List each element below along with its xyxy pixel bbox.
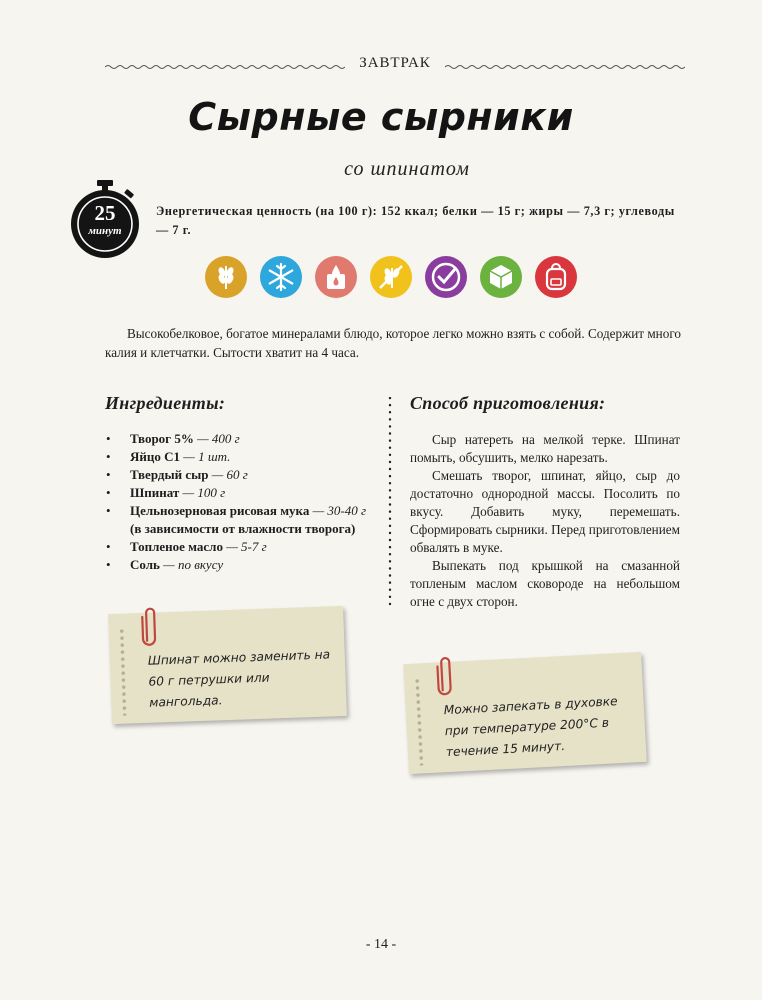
section-header: [105, 55, 685, 79]
timer-value: 25: [94, 201, 116, 225]
cube-icon: [480, 256, 522, 298]
ingredient-name: Шпинат: [130, 485, 180, 500]
ingredient-qty: — 1 шт.: [180, 449, 231, 464]
paperclip-icon: [435, 654, 457, 697]
list-item: [105, 430, 370, 448]
ingredient-name: Яйцо С1: [130, 449, 181, 464]
ingredient-qty: — 100 г: [179, 485, 226, 500]
notebook-holes: [119, 628, 128, 716]
check-circle-icon: [425, 256, 467, 298]
ingredient-name: Цельнозерновая рисовая мука: [130, 503, 310, 518]
timer-badge: [70, 180, 140, 260]
sticky-note: [108, 606, 347, 724]
ingredient-qty: — 5-7 г: [222, 539, 267, 554]
note-text: Можно запекать в духовке при температуре 200°С в течение 15 минут.: [443, 694, 618, 760]
ingredient-qty: — 30-40 г: [309, 503, 367, 518]
ingredient-name: Творог 5%: [130, 431, 194, 446]
notebook-holes: [414, 677, 425, 765]
recipe-subtitle: со шпинатом: [344, 158, 470, 180]
list-item: [105, 556, 370, 574]
method-step: Смешать творог, шпинат, яйцо, сыр до достаточно однородной массы. Посолить по вкусу. Добавить муку, перемешать. Сформировать сырники. Перед приготовлением обвалять в муке.: [410, 468, 680, 555]
page-number: - 14 -: [365, 937, 397, 952]
list-item: [105, 448, 370, 466]
list-item: [105, 484, 370, 502]
ingredient-name: Соль: [130, 557, 160, 572]
sticky-note: [403, 652, 646, 774]
diet-icons-row: [205, 256, 585, 300]
ingredients-list: [105, 430, 370, 574]
list-item: [105, 466, 370, 484]
method-step: Выпекать под крышкой на смазанной топленым маслом сковороде на небольшом огне с двух сторон.: [410, 558, 680, 609]
ingredient-name: Твердый сыр: [130, 467, 209, 482]
method-step: Сыр натереть на мелкой терке. Шпинат помыть, обсушить, мелко нарезать.: [410, 432, 680, 465]
column-divider: [388, 397, 392, 612]
timer-unit: минут: [88, 225, 122, 237]
paperclip-icon: [140, 604, 161, 647]
ingredient-qty: — по вкусу: [159, 557, 224, 572]
ingredient-name: Топленое масло: [130, 539, 223, 554]
list-item: [105, 538, 370, 556]
backpack-icon: [535, 256, 577, 298]
ingredient-qty: — 400 г: [193, 431, 240, 446]
nutrition-info: Энергетическая ценность (на 100 г): 152 ккал; белки — 15 г; жиры — 7,3 г; углеводы — 7 г.: [156, 204, 675, 237]
section-label: ЗАВТРАК: [359, 55, 431, 71]
drop-icon: [315, 256, 357, 298]
recipe-title: Сырные сырники: [188, 95, 574, 139]
note-text: Шпинат можно заменить на 60 г петрушки или мангольда.: [147, 647, 331, 710]
method-heading: Способ приготовления:: [410, 393, 606, 413]
ingredient-note: (в зависимости от влажности творога): [130, 521, 356, 536]
wheat-icon: [205, 256, 247, 298]
list-item: [105, 502, 370, 538]
ingredient-qty: — 60 г: [208, 467, 248, 482]
method-text: [410, 431, 680, 611]
snowflake-icon: [260, 256, 302, 298]
ingredients-heading: Ингредиенты:: [105, 393, 226, 413]
gluten-free-icon: [370, 256, 412, 298]
intro-paragraph: Высокобелковое, богатое минералами блюдо, которое легко можно взять с собой. Содержит много калия и клетчатки. Сытости хватит на 4 часа.: [105, 326, 682, 360]
